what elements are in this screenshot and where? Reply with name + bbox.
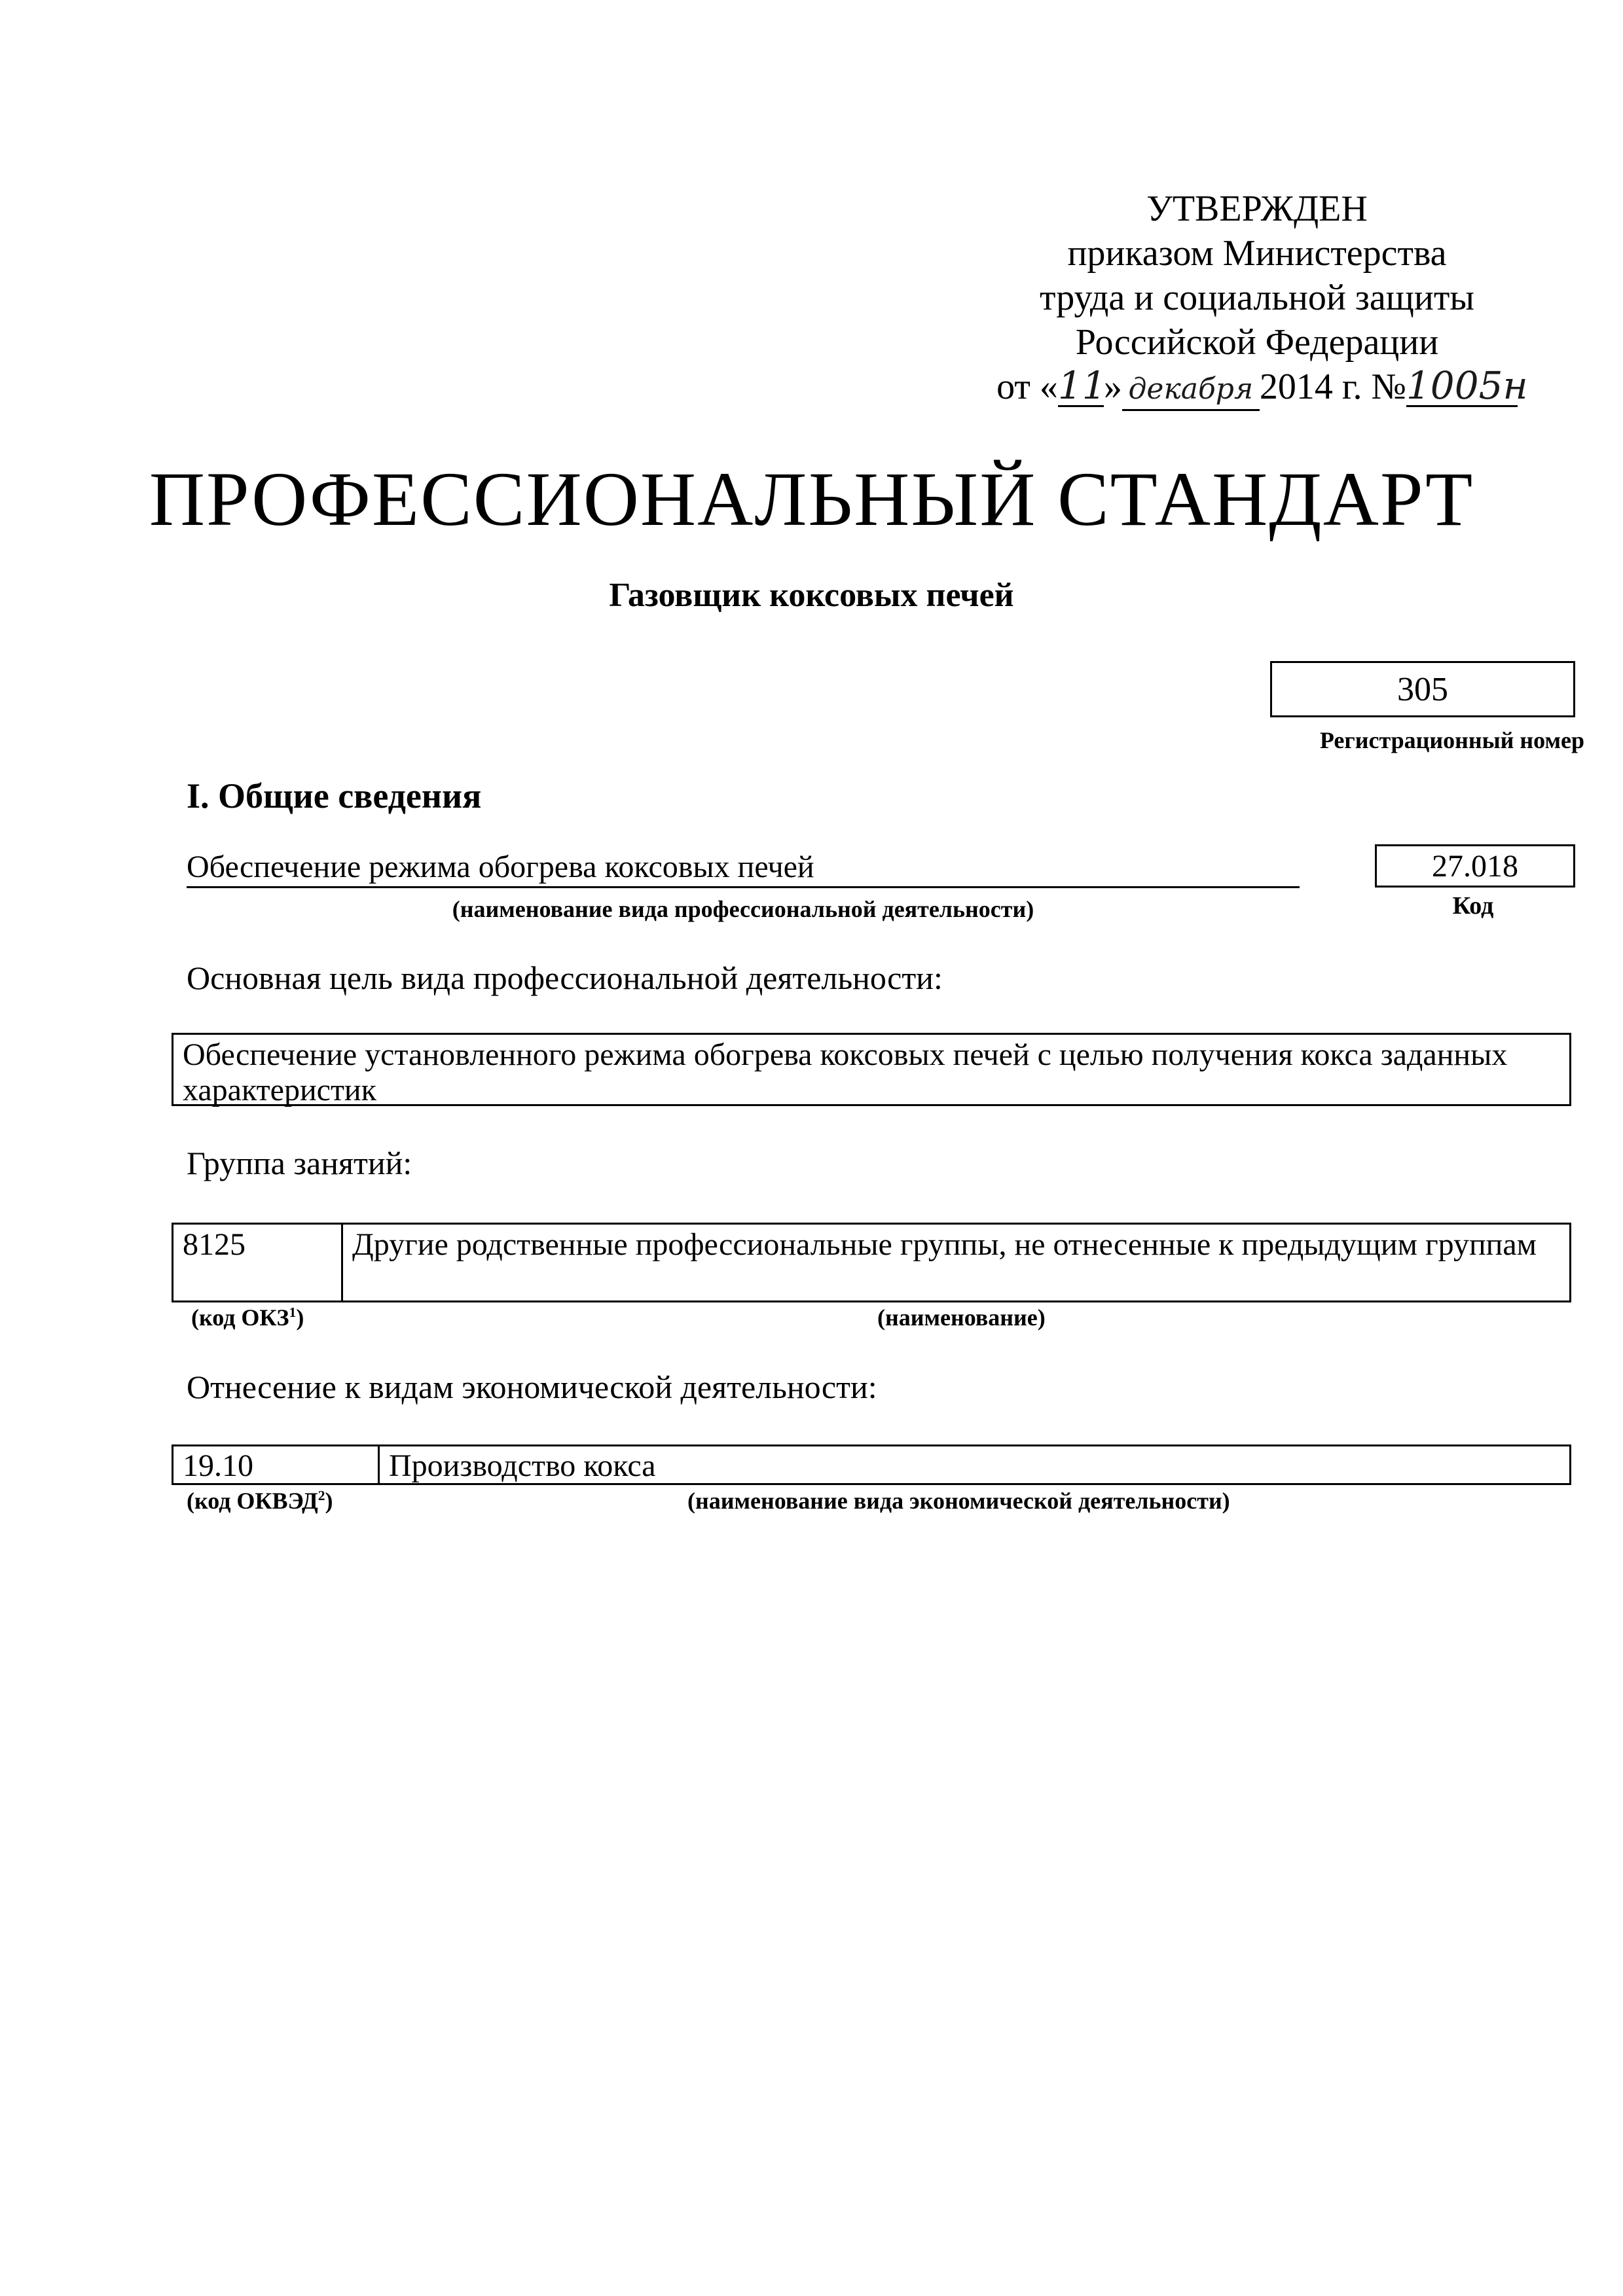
- group-table: [172, 1223, 1571, 1302]
- group-code-caption-text: (код ОКЗ: [191, 1304, 289, 1331]
- section-heading: I. Общие сведения: [187, 776, 482, 816]
- order-number-handwritten: 1005н: [1406, 363, 1528, 408]
- goal-box: [172, 1033, 1571, 1106]
- group-name-caption: (наименование): [877, 1304, 1046, 1331]
- group-code-caption-end: ): [296, 1304, 304, 1331]
- econ-code: 19.10: [183, 1448, 253, 1483]
- date-day-handwritten: 11: [1057, 363, 1106, 408]
- econ-name-caption: (наименование вида экономической деятельности): [687, 1488, 1230, 1514]
- registration-number-box: [1270, 661, 1575, 717]
- goal-label: Основная цель вида профессиональной деятельности:: [187, 960, 943, 996]
- activity-caption: (наименование вида профессиональной деятельности): [452, 896, 1034, 922]
- econ-table: [172, 1444, 1571, 1485]
- document-title: ПРОФЕССИОНАЛЬНЫЙ СТАНДАРТ: [149, 456, 1474, 542]
- registration-number: 305: [1397, 670, 1448, 708]
- approval-date-line: [903, 365, 1611, 411]
- econ-code-caption-text: (код ОКВЭД: [187, 1488, 318, 1514]
- approval-order-line: приказом Министерства: [1067, 233, 1447, 274]
- approval-ministry-line: труда и социальной защиты: [1040, 278, 1474, 318]
- date-year: 2014 г. №: [1259, 367, 1406, 407]
- econ-code-caption-end: ): [325, 1488, 333, 1514]
- approval-block: [903, 187, 1611, 411]
- date-prefix: от «: [996, 367, 1058, 407]
- group-label: Группа занятий:: [187, 1145, 412, 1181]
- activity-code-label: Код: [1452, 892, 1494, 920]
- document-subtitle: Газовщик коксовых печей: [609, 577, 1014, 614]
- registration-number-label: Регистрационный номер: [1319, 727, 1584, 753]
- approval-federation-line: Российской Федерации: [1075, 322, 1439, 363]
- group-name: Другие родственные профессиональные группы, не отнесенные к предыдущим группам: [341, 1225, 1569, 1300]
- goal-text: Обеспечение установленного режима обогрева коксовых печей с целью получения кокса заданных характеристик: [183, 1037, 1508, 1107]
- econ-label: Отнесение к видам экономической деятельности:: [187, 1369, 877, 1405]
- group-code: 8125: [183, 1227, 246, 1262]
- econ-code-caption: [187, 1487, 333, 1515]
- footnote-ref-2: 2: [318, 1488, 325, 1503]
- approval-title: УТВЕРЖДЕН: [1146, 188, 1368, 229]
- date-month-handwritten: декабря: [1122, 370, 1260, 411]
- date-mid: »: [1103, 367, 1122, 407]
- group-code-caption: [191, 1304, 304, 1331]
- econ-name: Производство кокса: [378, 1446, 1569, 1483]
- footnote-ref-1: 1: [289, 1304, 297, 1320]
- activity-code: 27.018: [1432, 848, 1518, 884]
- activity-code-box: [1375, 844, 1575, 888]
- activity-name: Обеспечение режима обогрева коксовых печей: [187, 849, 1300, 888]
